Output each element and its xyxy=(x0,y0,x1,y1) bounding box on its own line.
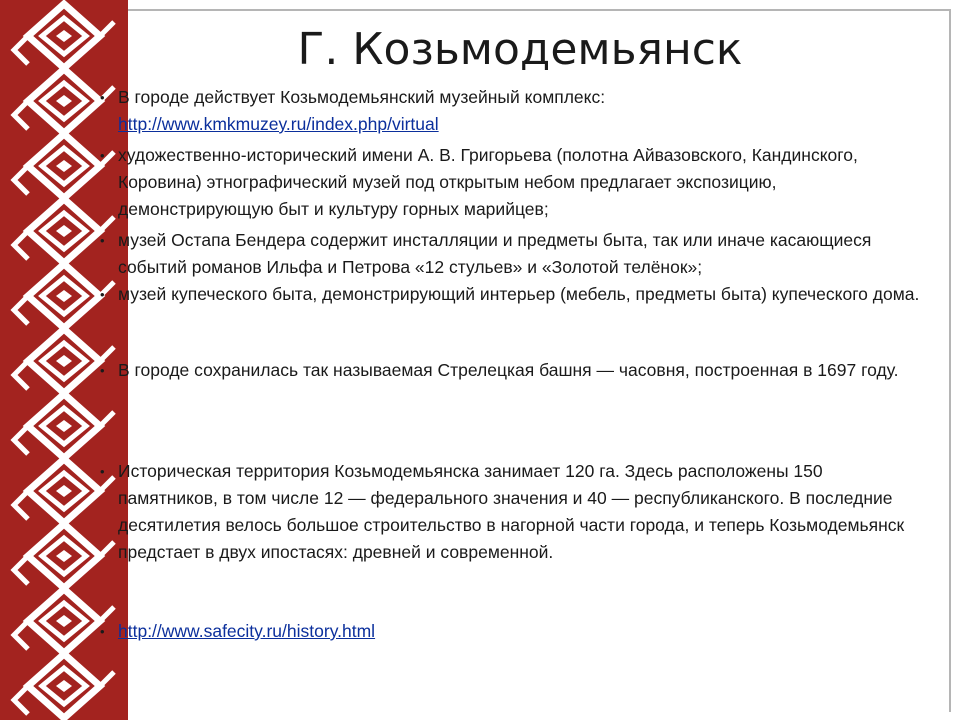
list-item xyxy=(100,281,920,308)
slide-title: Г. Козьмодемьянск xyxy=(297,24,743,75)
list-item xyxy=(100,618,920,645)
item-text: Историческая территория Козьмодемьянска занимает 120 га. Здесь расположены 150 памятников, в том числе 12 — федерального значения и 40 — республиканского. В последние десятилетия велось большое строительство в нагорной части города, и теперь Козьмодемьянск предстает в двух ипостасях: древней и современной. xyxy=(118,461,905,562)
item-text: музей Остапа Бендера содержит инсталляции и предметы быта, так или иначе касающиеся событий романов Ильфа и Петрова «12 стульев» и «Золотой телёнок»; xyxy=(118,230,872,277)
museum-complex-link[interactable]: http://www.kmkmuzey.ru/index.php/virtual xyxy=(118,114,439,134)
list-item xyxy=(100,458,920,566)
bullet-icon: • xyxy=(100,624,105,639)
list-item xyxy=(100,84,920,138)
list-item xyxy=(100,357,920,384)
bullet-icon: • xyxy=(100,464,105,479)
bullet-icon: • xyxy=(100,233,105,248)
bullet-icon: • xyxy=(100,363,105,378)
history-link[interactable]: http://www.safecity.ru/history.html xyxy=(118,621,376,641)
bullet-list xyxy=(100,84,920,645)
item-text: художественно-исторический имени А. В. Григорьева (полотна Айвазовского, Кандинского, Коровина) этнографический музей под открытым небом предлагает экспозицию, демонстрирующую быт и культуру горных марийцев; xyxy=(118,145,858,219)
item-text: В городе сохранилась так называемая Стрелецкая башня — часовня, построенная в 1697 году. xyxy=(118,360,899,380)
bullet-icon: • xyxy=(100,287,105,302)
item-text: музей купеческого быта, демонстрирующий интерьер (мебель, предметы быта) купеческого дома. xyxy=(118,284,920,304)
bullet-icon: • xyxy=(100,90,105,105)
bullet-icon: • xyxy=(100,148,105,163)
list-item xyxy=(100,227,920,281)
list-item xyxy=(100,142,920,223)
item-text: В городе действует Козьмодемьянский музейный комплекс: xyxy=(118,87,606,107)
